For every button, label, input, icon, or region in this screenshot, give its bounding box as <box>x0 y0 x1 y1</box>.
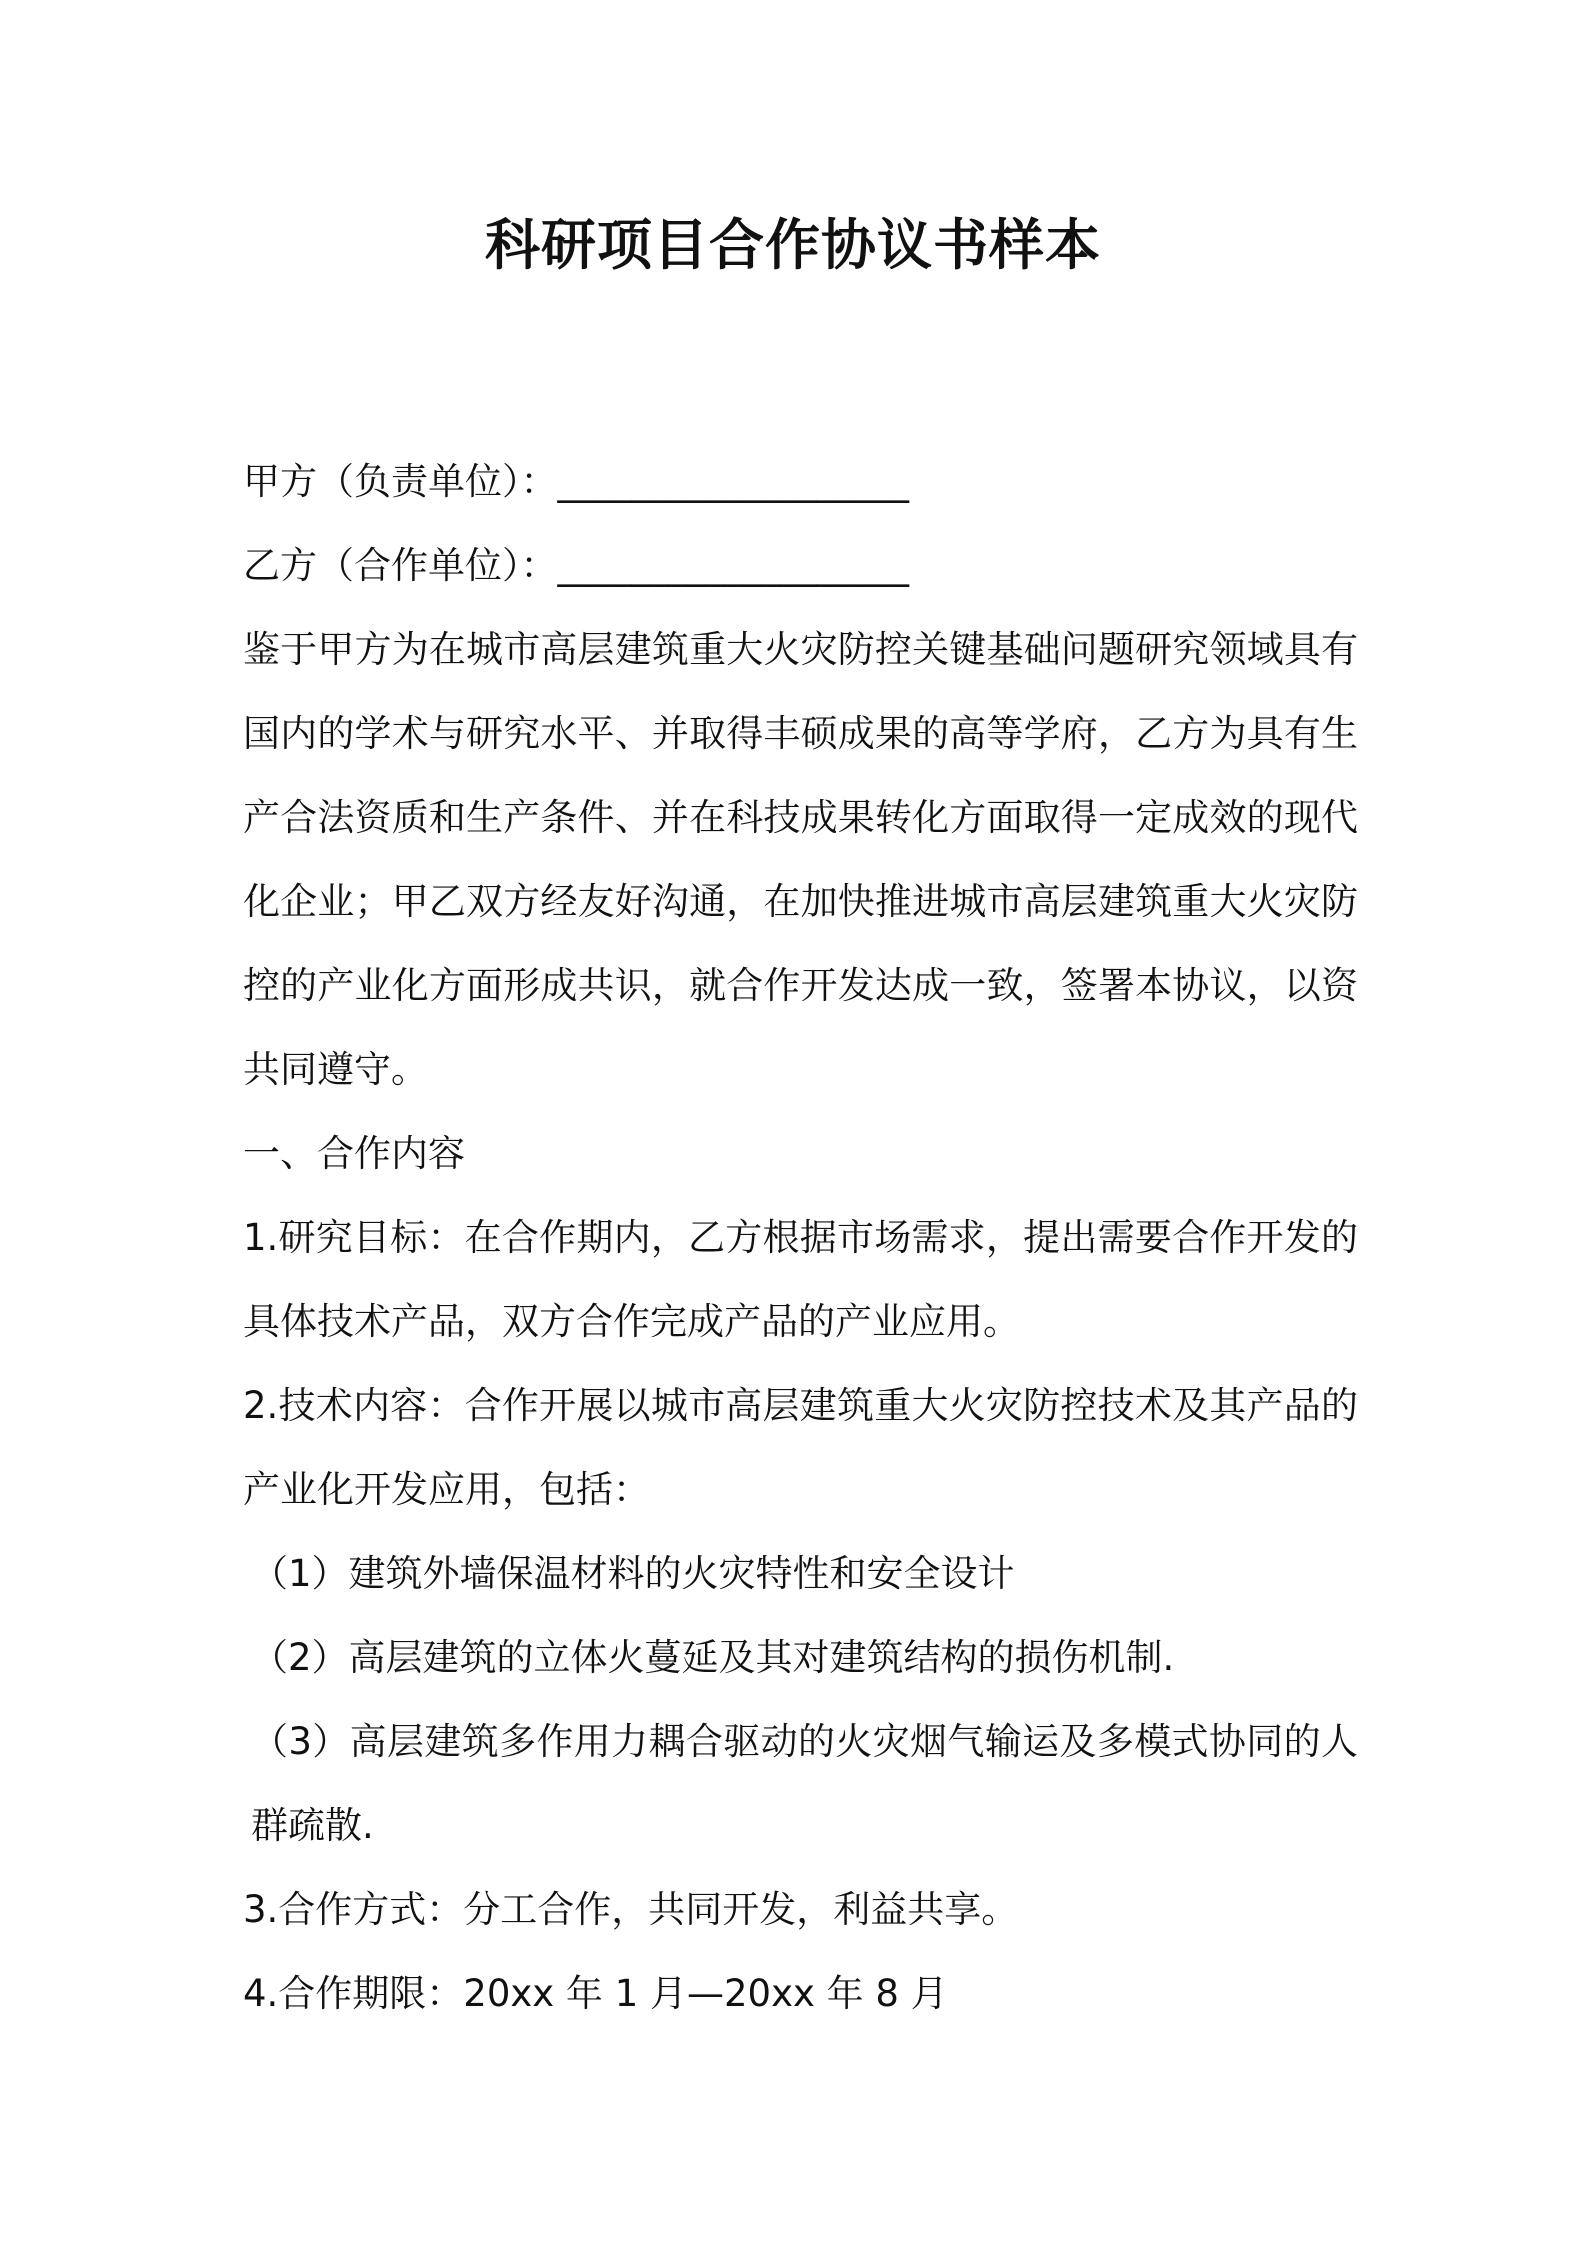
document-title: 科研项目合作协议书样本 <box>484 213 1101 277</box>
sub-item-3: （3）高层建筑多作用力耦合驱动的火灾烟气输运及多模式协同的人群疏散. <box>251 1720 1358 1847</box>
party-a-line: 甲方（负责单位）：___________________ <box>243 460 909 503</box>
sub-item-2: （2）高层建筑的立体火蔓延及其对建筑结构的损伤机制. <box>251 1636 1175 1679</box>
item-technical-content: 2.技术内容：合作开展以城市高层建筑重大火灾防控技术及其产品的产业化开发应用，包括： <box>243 1384 1358 1511</box>
preamble-paragraph: 鉴于甲方为在城市高层建筑重大火灾防控关键基础问题研究领域具有国内的学术与研究水平、并取得丰硕成果的高等学府，乙方为具有生产合法资质和生产条件、并在科技成果转化方面取得一定成效的现代化企业；甲乙双方经友好沟通，在加快推进城市高层建筑重大火灾防控的产业化方面形成共识，就合作开发达成一致，签署本协议，以资共同遵守。 <box>243 628 1358 1091</box>
item-research-goal: 1.研究目标：在合作期内，乙方根据市场需求，提出需要合作开发的具体技术产品，双方合作完成产品的产业应用。 <box>243 1216 1358 1343</box>
item-cooperation-method: 3.合作方式：分工合作，共同开发，利益共享。 <box>243 1888 1019 1931</box>
party-b-line: 乙方（合作单位）：___________________ <box>243 544 909 587</box>
document-body <box>243 440 1358 2036</box>
section-heading-cooperation-content: 一、合作内容 <box>243 1132 465 1175</box>
item-cooperation-period: 4.合作期限：20xx 年 1 月—20xx 年 8 月 <box>243 1972 948 2015</box>
sub-item-1: （1）建筑外墙保温材料的火灾特性和安全设计 <box>251 1552 1015 1595</box>
